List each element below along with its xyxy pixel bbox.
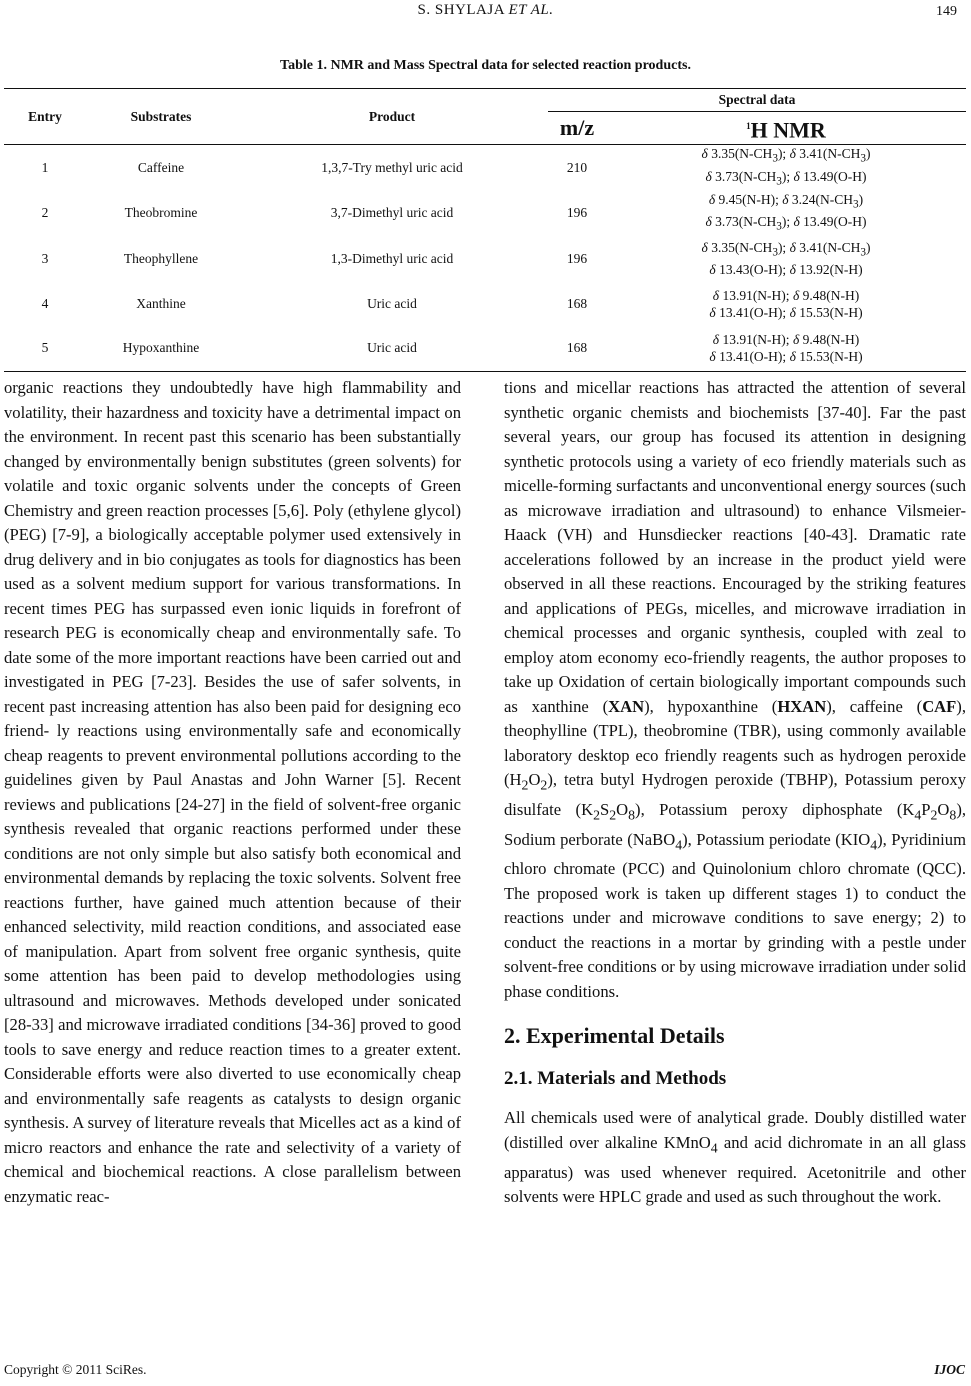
substrate-cell: Theophyllene [123, 250, 199, 266]
product-cell: 3,7-Dimethyl uric acid [330, 205, 454, 221]
table-row [4, 191, 966, 236]
abbr-hxan: HXAN [777, 696, 827, 716]
text: ), theophylline (TPL), theobromine (TBR), using commonly available laboratory desktop eco friendly reagents such as hydrogen peroxide $(H_2O_2)$, tetra butyl Hydrogen peroxide (TBHP), Potassium peroxy disulfate $(K_2S_2O_8)$, Potassium peroxy diphosphate $(K_4P_2O_8)$, Sodium perborate (NaBO$_4$), Potassium periodate $(KIO_4)$, Pyridinium chloro chromate (PCC) and Quinolonium chloro chromate (QCC). The proposed work is taken up different stages 1) to conduct the reactions under and microwave conditions to save energy; 2) to conduct the reactions in a mortar by grinding with a pestle under solvent-free conditions or by using microwave irradiation under solid phase conditions. [504, 696, 967, 1001]
table-row [4, 236, 966, 281]
nmr-line-1: δ 9.45(N-H); δ $3.24(N-CH_3)$ [708, 191, 864, 211]
header-nmr: $^1$H NMR [606, 112, 966, 145]
text: tions and micellar reactions has attracted the attention of several synthetic organic chemists and biochemists [37-40]. Far the past several years, our group has focused its attention in designing synthetic protocols using a variety of eco friendly materials such as micelle-forming surfactants and unconventional energy sources (such as microwave irradiation and ultrasound) to enhance Vilsmeier-Haack (VH) and Hunsdiecker reactions [40-43]. Dramatic rate accelerations followed by an increase in the product yield were observed in all these reactions. Encouraged by the striking features and applications of PEGs, micelles, and microwave irradiation in chemical processes and organic synthesis, coupled with zeal to employ atom economy eco-friendly reagents, the author proposes to take up Oxidation of certain biologically important compounds such as xanthine ( [504, 378, 966, 716]
entry-cell: 5 [4, 326, 86, 371]
mz-cell: 196 [566, 205, 588, 221]
product-cell: Uric acid [236, 326, 548, 371]
spectral-data-table [4, 88, 966, 372]
nmr-cell [606, 191, 966, 236]
section-heading: 2. Experimental Details [504, 1023, 725, 1049]
journal-name: IJOC [934, 1362, 965, 1377]
running-header [0, 2, 971, 28]
table-row [4, 145, 966, 191]
text: ), hypoxanthine ( [644, 696, 778, 716]
abbr-caf: CAF [922, 696, 957, 716]
nmr-line-2: δ $3.73(N-CH_3)$; δ 13.49(O-H) [705, 169, 867, 188]
subsection-heading: 2.1. Materials and Methods [504, 1068, 727, 1090]
nmr-cell [606, 326, 966, 371]
substrate-cell: Theobromine [124, 205, 198, 221]
abbr-xan: XAN [608, 696, 645, 716]
nmr-line-1: δ 13.91(N-H); δ 9.48(N-H) [712, 287, 860, 303]
right-column [504, 376, 966, 1210]
text: ), caffeine ( [826, 696, 923, 716]
mz-cell: 168 [566, 295, 588, 311]
entry-cell: 4 [41, 295, 49, 311]
substrate-cell: Caffeine [137, 160, 185, 176]
product-cell: 1,3,7-Try methyl uric acid [321, 160, 463, 176]
nmr-line-2: δ 13.41(O-H); δ 15.53(N-H) [709, 349, 863, 365]
nmr-cell [606, 236, 966, 281]
substrate-cell: Hypoxanthine [86, 326, 236, 371]
mz-cell: 168 [548, 326, 606, 371]
nmr-line-1: δ 13.91(N-H); δ 9.48(N-H) [712, 332, 860, 348]
header-product: Product [236, 89, 548, 145]
page-number: 149 [936, 4, 957, 19]
table-row [4, 326, 966, 371]
header-substrates: Substrates [86, 89, 236, 145]
copyright: Copyright © 2011 SciRes. [4, 1362, 147, 1377]
entry-cell: 3 [41, 250, 49, 266]
paragraph [504, 1106, 966, 1209]
substrate-cell: Xanthine [136, 295, 186, 311]
nmr-line-2: δ 13.43(O-H); δ 13.92(N-H) [709, 262, 863, 278]
nmr-line-1: δ $3.35(N-CH_3)$; δ $3.41(N-CH_3)$ [701, 239, 871, 259]
product-cell: 1,3-Dimethyl uric acid [330, 250, 454, 266]
nmr-line-2: δ 13.41(O-H); δ 15.53(N-H) [709, 304, 863, 320]
nmr-line-2: δ $3.73(N-CH_3)$; δ 13.49(O-H) [705, 214, 867, 234]
table-row [4, 281, 966, 326]
entry-cell: 2 [41, 205, 49, 221]
nmr-cell [606, 145, 966, 191]
mz-cell: 210 [566, 160, 588, 176]
header-spectral-data: Spectral data [548, 89, 966, 112]
product-cell: Uric acid [367, 295, 417, 311]
text: All chemicals used were of analytical grade. Doubly distilled water (distilled over alkaline KMnO$_4$ and acid dichromate in an all glass apparatus) was used whenever required. Acetonitrile and other solvents were HPLC grade and used as such throughout the work. [504, 1108, 966, 1207]
header-mz: m/z [548, 112, 606, 145]
paragraph [504, 376, 966, 1004]
mz-cell: 196 [566, 250, 588, 266]
running-title: S. SHYLAJA ET AL. [417, 2, 554, 18]
nmr-line-1: δ $3.35(N-CH_3)$; δ $3.41(N-CH_3)$ [701, 146, 871, 166]
nmr-cell [606, 281, 966, 326]
table-caption: Table 1. NMR and Mass Spectral data for selected reaction products. [280, 58, 691, 73]
header-entry: Entry [4, 89, 86, 145]
entry-cell: 1 [41, 160, 49, 176]
paragraph: organic reactions they undoubtedly have high flammability and volatility, their hazardness and toxicity have a detrimental impact on the environment. In recent past this scenario has been substantially changed by environmentally benign substitutes (green solvents) for volatile and toxic organic solvents under the concepts of Green Chemistry and green reaction processes [5,6]. Poly (ethylene glycol) (PEG) [7-9], a biologically acceptable polymer used extensively in drug delivery and in bio conjugates as tools for diagnostics has been used as a solvent medium support for various transformations. In recent times PEG has surpassed even ionic liquids in forefront of research PEG is economically cheap and environmentally safe. To date some of the more important reactions have been carried out and investigated in PEG [7-23]. Besides the use of safer solvents, in recent past increasing attention has also been paid for designing eco friend- ly reactions using environmentally safe and economically cheap reagents to prevent environmental pollutions according to the guidelines given by Paul Anastas and John Warner [5]. Recent reviews and publications [24-27] in the field of solvent-free organic synthesis revealed that organic reactions performed under these conditions are not only simple but also satisfy both economical and environmental demands by replacing the toxic solvents. Solvent free reactions further, have gained much attention because of their enhanced selectivity, mild reaction conditions, and associated ease of manipulation. Apart from solvent free organic synthesis, quite some attention has been paid to develop methodologies using ultrasound and microwaves. Methods developed under sonicated [28-33] and microwave irradiated conditions [34-36] proved to good tools to save energy and reduce reaction times to a greater extent. Considerable efforts were also diverted to use economically cheap and environmentally safe reagents as catalysts to design organic synthesis. A survey of literature reveals that Micelles act as a kind of micro reactors and enhance the rate and selectivity of a variety of chemical and biochemical reactions. A close parallelism between enzymatic reac- [4, 378, 461, 1206]
left-column [4, 376, 461, 1209]
